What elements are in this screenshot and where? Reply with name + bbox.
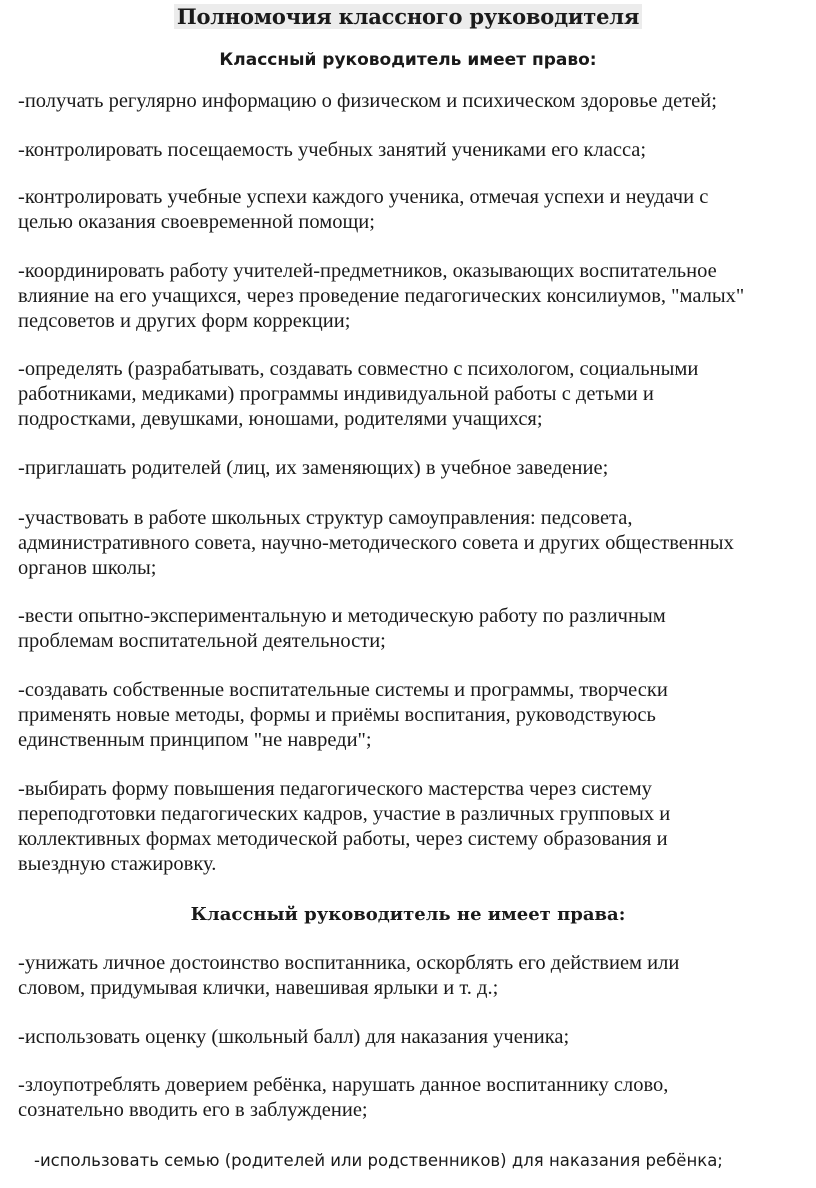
page-title <box>0 4 816 29</box>
paragraph-line: -определять (разрабатывать, создавать совместно с психологом, социальными <box>18 358 699 380</box>
paragraph-line: подростками, девушками, юношами, родителями учащихся; <box>18 408 543 430</box>
paragraph-line: применять новые методы, формы и приёмы воспитания, руководствуюсь <box>18 704 656 726</box>
prohibitions-item <box>18 951 816 1001</box>
paragraph-line: -координировать работу учителей-предметников, оказывающих воспитательное <box>18 260 717 282</box>
paragraph-line: -вести опытно-экспериментальную и методическую работу по различным <box>18 605 666 627</box>
paragraph-line: сознательно вводить его в заблуждение; <box>18 1099 368 1121</box>
paragraph-line: коллективных формах методической работы, через систему образования и <box>18 828 668 850</box>
rights-item <box>18 604 816 654</box>
paragraph-line: -контролировать посещаемость учебных занятий учениками его класса; <box>18 139 647 161</box>
paragraph-line: влияние на его учащихся, через проведение педагогических консилиумов, "малых" <box>18 285 745 307</box>
prohibitions-item <box>18 1073 816 1123</box>
rights-item <box>18 678 816 753</box>
rights-item <box>18 89 816 114</box>
rights-item <box>18 138 816 163</box>
paragraph-line: органов школы; <box>18 557 157 579</box>
rights-item <box>18 259 816 334</box>
paragraph-line: административного совета, научно-методического совета и других общественных <box>18 532 734 554</box>
paragraph-line: -получать регулярно информацию о физическом и психическом здоровье детей; <box>18 90 717 112</box>
rights-item <box>18 506 816 581</box>
paragraph-line: -использовать оценку (школьный балл) для наказания ученика; <box>18 1026 570 1048</box>
rights-heading: Классный руководитель имеет право: <box>219 50 597 70</box>
paragraph-line: проблемам воспитательной деятельности; <box>18 630 386 652</box>
rights-item <box>18 185 816 235</box>
paragraph-line: -злоупотреблять доверием ребёнка, нарушать данное воспитаннику слово, <box>18 1074 669 1096</box>
rights-item <box>18 357 816 432</box>
paragraph-line: целью оказания своевременной помощи; <box>18 211 375 233</box>
paragraph-line: -приглашать родителей (лиц, их заменяющих) в учебное заведение; <box>18 457 609 479</box>
prohibitions-item <box>18 1025 816 1050</box>
paragraph-line: -создавать собственные воспитательные системы и программы, творчески <box>18 679 668 701</box>
prohibitions-last-item: -использовать семью (родителей или родственников) для наказания ребёнка; <box>34 1151 723 1170</box>
paragraph-line: переподготовки педагогических кадров, участие в различных групповых и <box>18 803 671 825</box>
paragraph-line: педсоветов и других форм коррекции; <box>18 310 351 332</box>
prohibitions-heading: Классный руководитель не имеет права: <box>190 904 626 925</box>
paragraph-line: -унижать личное достоинство воспитанника, оскорблять его действием или <box>18 952 680 974</box>
paragraph-line: -выбирать форму повышения педагогического мастерства через систему <box>18 778 652 800</box>
paragraph-line: единственным принципом "не навреди"; <box>18 729 372 751</box>
paragraph-line: -участвовать в работе школьных структур самоуправления: педсовета, <box>18 507 633 529</box>
paragraph-line: -контролировать учебные успехи каждого ученика, отмечая успехи и неудачи с <box>18 186 709 208</box>
rights-item <box>18 777 816 877</box>
paragraph-line: выездную стажировку. <box>18 853 217 875</box>
rights-item <box>18 456 816 481</box>
paragraph-line: словом, придумывая клички, навешивая ярлыки и т. д.; <box>18 977 499 999</box>
page-title-text: Полномочия классного руководителя <box>174 4 642 29</box>
paragraph-line: работниками, медиками) программы индивидуальной работы с детьми и <box>18 383 654 405</box>
